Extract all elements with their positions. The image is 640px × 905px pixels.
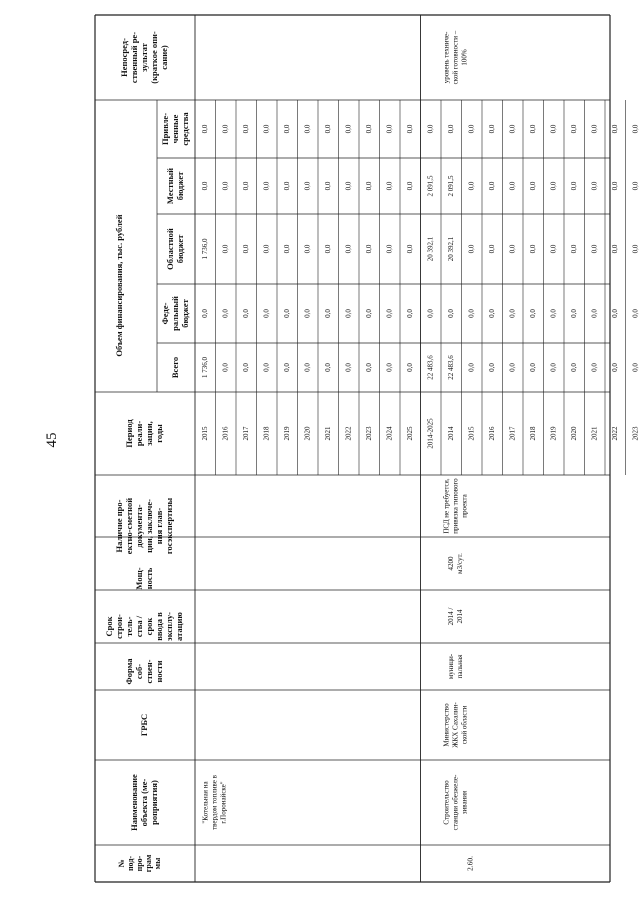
year-cell: 2023 <box>631 426 640 441</box>
value-cell: 0,0 <box>221 124 230 134</box>
value-cell: 0,0 <box>221 244 230 254</box>
header-result: Непосред- <box>118 38 129 77</box>
value-cell: 0,0 <box>405 309 414 318</box>
value-cell: 0,0 <box>241 363 250 372</box>
value-cell: 0,0 <box>323 124 332 134</box>
value-cell: 22 483,6 <box>426 355 435 380</box>
block2-name: зивания <box>460 790 469 815</box>
header-result: сание) <box>158 45 169 70</box>
header-psd: документа- <box>133 504 144 548</box>
block1-name: твердом топливе в <box>210 775 219 830</box>
header-num: мы <box>152 857 162 870</box>
value-cell: 0,0 <box>446 124 455 134</box>
year-cell: 2018 <box>528 426 537 441</box>
value-cell: 0,0 <box>549 124 558 134</box>
header-name: Наименование <box>128 774 139 831</box>
year-cell: 2014-2025 <box>426 418 435 449</box>
year-cell: 2025 <box>405 426 414 441</box>
value-cell: 0,0 <box>569 181 578 191</box>
value-cell: 0,0 <box>569 309 578 318</box>
year-cell: 2018 <box>262 426 271 441</box>
value-cell: 0,0 <box>549 181 558 191</box>
value-cell: 0,0 <box>221 309 230 318</box>
year-cell: 2022 <box>610 426 619 441</box>
value-cell: 0,0 <box>549 309 558 318</box>
header-total: Всего <box>169 356 180 379</box>
value-cell: 0,0 <box>405 244 414 254</box>
value-cell: 0,0 <box>344 309 353 318</box>
value-cell: 0,0 <box>385 124 394 134</box>
header-psd: ния глав- <box>153 507 164 545</box>
value-cell: 0,0 <box>303 309 312 318</box>
value-cell: 0,0 <box>590 181 599 191</box>
block2-grbs: Министерство <box>442 703 451 747</box>
year-cell: 2021 <box>323 426 332 441</box>
value-cell: 0,0 <box>221 181 230 191</box>
value-cell: 0,0 <box>467 363 476 372</box>
block2-term: 2014 <box>456 609 465 624</box>
block2-number: 2.60. <box>465 856 475 871</box>
value-cell: 2 091,5 <box>446 175 455 197</box>
value-cell: 0,0 <box>590 124 599 134</box>
value-cell: 0,0 <box>282 309 291 318</box>
header-term: ввода в <box>153 612 164 641</box>
year-cell: 2023 <box>364 426 373 441</box>
value-cell: 0,0 <box>282 244 291 254</box>
header-power: Мощ- <box>133 567 144 590</box>
value-cell: 0,0 <box>467 244 476 254</box>
value-cell: 0,0 <box>200 124 209 134</box>
block1-name: "Котельная на <box>201 781 210 824</box>
header-federal: Феде- <box>159 302 170 325</box>
header-federal: бюджет <box>179 299 190 328</box>
value-cell: 0,0 <box>303 244 312 254</box>
header-period: реали- <box>133 420 144 447</box>
block2-term: 2014 / <box>447 607 456 626</box>
value-cell: 0,0 <box>385 181 394 191</box>
value-cell: 0,0 <box>262 124 271 134</box>
header-term: срок <box>143 617 154 636</box>
year-cell: 2019 <box>282 426 291 441</box>
block2-psd: ПСД не требуется, <box>442 478 451 534</box>
value-cell: 0,0 <box>569 244 578 254</box>
header-attracted: средства <box>179 112 190 146</box>
value-cell: 0,0 <box>528 244 537 254</box>
value-cell: 0,0 <box>528 309 537 318</box>
header-term: строи- <box>113 614 124 639</box>
value-cell: 0,0 <box>631 181 640 191</box>
header-result: зультат <box>138 43 149 72</box>
year-cell: 2016 <box>487 426 496 441</box>
header-form: Форма <box>123 658 134 685</box>
header-term: ства / <box>133 615 144 638</box>
value-cell: 0,0 <box>200 309 209 318</box>
value-cell: 20 392,1 <box>426 236 435 262</box>
year-cell: 2015 <box>467 426 476 441</box>
value-cell: 0,0 <box>467 124 476 134</box>
value-cell: 0,0 <box>508 244 517 254</box>
value-cell: 0,0 <box>282 181 291 191</box>
value-cell: 0,0 <box>364 363 373 372</box>
header-funding-group: Объем финансирования, тыс. рублей <box>113 214 124 357</box>
value-cell: 0,0 <box>262 244 271 254</box>
value-cell: 0,0 <box>262 309 271 318</box>
value-cell: 1 736,0 <box>200 357 209 378</box>
block2-grbs: ЖКХ Сахалин- <box>451 702 460 748</box>
value-cell: 0,0 <box>528 181 537 191</box>
year-cell: 2017 <box>241 426 250 441</box>
value-cell: 0,0 <box>528 363 537 372</box>
value-cell: 0,0 <box>487 363 496 372</box>
year-cell: 2016 <box>221 426 230 441</box>
header-federal: ральный <box>169 296 180 331</box>
value-cell: 0,0 <box>549 363 558 372</box>
header-psd: Наличие про- <box>113 499 124 553</box>
year-cell: 2021 <box>590 426 599 441</box>
value-cell: 0,0 <box>323 363 332 372</box>
header-period: Период <box>123 419 134 448</box>
value-cell: 0,0 <box>282 363 291 372</box>
block2-result: 100% <box>460 49 469 66</box>
header-form: ности <box>153 660 164 683</box>
year-cell: 2020 <box>303 426 312 441</box>
value-cell: 0,0 <box>262 363 271 372</box>
value-cell: 0,0 <box>426 309 435 318</box>
value-cell: 0,0 <box>323 309 332 318</box>
block2-result: уровень техниче- <box>442 31 451 84</box>
year-cell: 2022 <box>344 426 353 441</box>
header-regional: Областной <box>164 228 175 270</box>
value-cell: 0,0 <box>508 309 517 318</box>
block2-psd: привязка типового <box>451 478 460 534</box>
value-cell: 0,0 <box>426 124 435 134</box>
value-cell: 0,0 <box>241 181 250 191</box>
value-cell: 0,0 <box>487 309 496 318</box>
block2-form: муници- <box>447 653 456 680</box>
value-cell: 0,0 <box>385 244 394 254</box>
header-form: ствен- <box>143 659 154 684</box>
value-cell: 0,0 <box>631 124 640 134</box>
header-psd: ектно-сметной <box>123 497 134 555</box>
block2-form: пальная <box>456 654 465 679</box>
header-name: объекта (ме- <box>138 778 149 827</box>
header-num: грам <box>143 854 153 873</box>
value-cell: 0,0 <box>631 309 640 318</box>
year-cell: 2015 <box>200 426 209 441</box>
value-cell: 0,0 <box>467 309 476 318</box>
header-period: зации, <box>143 421 154 446</box>
value-cell: 0,0 <box>610 124 619 134</box>
value-cell: 0,0 <box>282 124 291 134</box>
value-cell: 0,0 <box>508 124 517 134</box>
header-term: тель- <box>123 616 134 637</box>
value-cell: 0,0 <box>590 244 599 254</box>
value-cell: 0,0 <box>610 363 619 372</box>
header-period: годы <box>153 424 164 443</box>
value-cell: 0,0 <box>303 363 312 372</box>
value-cell: 0,0 <box>487 244 496 254</box>
value-cell: 0,0 <box>241 244 250 254</box>
header-attracted: Привле- <box>159 112 170 146</box>
value-cell: 0,0 <box>303 124 312 134</box>
value-cell: 0,0 <box>405 363 414 372</box>
value-cell: 0,0 <box>344 244 353 254</box>
value-cell: 0,0 <box>221 363 230 372</box>
value-cell: 0,0 <box>344 124 353 134</box>
value-cell: 0,0 <box>569 363 578 372</box>
header-result: ственный ре- <box>128 31 139 84</box>
header-local: Местный <box>164 167 175 205</box>
year-cell: 2014 <box>446 426 455 441</box>
block2-result: ской готовности – <box>451 30 460 85</box>
value-cell: 0,0 <box>323 181 332 191</box>
value-cell: 0,0 <box>323 244 332 254</box>
value-cell: 0,0 <box>405 181 414 191</box>
year-cell: 2019 <box>549 426 558 441</box>
value-cell: 0,0 <box>631 244 640 254</box>
block2-name: станции обезжеле- <box>451 774 460 831</box>
header-psd: госэкспертизы <box>163 497 174 555</box>
value-cell: 0,0 <box>610 181 619 191</box>
value-cell: 0,0 <box>590 363 599 372</box>
header-num: № <box>116 859 126 868</box>
header-num: про- <box>134 855 144 872</box>
value-cell: 0,0 <box>405 124 414 134</box>
value-cell: 1 736,0 <box>200 238 209 260</box>
value-cell: 0,0 <box>467 181 476 191</box>
value-cell: 0,0 <box>508 363 517 372</box>
header-name: роприятия) <box>148 780 159 825</box>
value-cell: 0,0 <box>610 244 619 254</box>
value-cell: 0,0 <box>385 309 394 318</box>
value-cell: 0,0 <box>241 309 250 318</box>
header-term: эксплу- <box>163 612 174 641</box>
value-cell: 0,0 <box>528 124 537 134</box>
value-cell: 0,0 <box>487 124 496 134</box>
header-local: бюджет <box>174 171 185 201</box>
value-cell: 0,0 <box>241 124 250 134</box>
value-cell: 0,0 <box>364 181 373 191</box>
header-result: (краткое опи- <box>148 31 159 84</box>
block2-power: 4200 <box>447 556 456 571</box>
page-number: 45 <box>44 432 60 448</box>
year-cell: 2017 <box>508 426 517 441</box>
value-cell: 0,0 <box>303 181 312 191</box>
year-cell: 2020 <box>569 426 578 441</box>
header-term: атацию <box>173 612 184 641</box>
value-cell: 20 392,1 <box>446 236 455 262</box>
value-cell: 0,0 <box>364 244 373 254</box>
header-grbs: ГРБС <box>138 713 149 737</box>
block2-name: Строительство <box>442 780 451 825</box>
block2-power: м3/сут. <box>456 553 465 574</box>
header-num: под- <box>125 855 135 872</box>
header-regional: бюджет <box>174 234 185 264</box>
header-form: соб- <box>133 663 144 680</box>
value-cell: 0,0 <box>344 363 353 372</box>
value-cell: 0,0 <box>549 244 558 254</box>
header-term: Срок <box>103 616 114 637</box>
value-cell: 0,0 <box>385 363 394 372</box>
block2-psd: проекта <box>460 494 469 518</box>
header-attracted: ченные <box>169 114 180 144</box>
value-cell: 0,0 <box>590 309 599 318</box>
year-cell: 2024 <box>385 426 394 441</box>
value-cell: 22 483,6 <box>446 355 455 380</box>
value-cell: 0,0 <box>446 309 455 318</box>
value-cell: 0,0 <box>610 309 619 318</box>
header-psd: ции, заключе- <box>143 499 154 553</box>
value-cell: 0,0 <box>569 124 578 134</box>
value-cell: 2 091,5 <box>426 175 435 197</box>
value-cell: 0,0 <box>631 363 640 372</box>
value-cell: 0,0 <box>200 181 209 191</box>
block2-grbs: ской области <box>460 705 469 745</box>
value-cell: 0,0 <box>364 124 373 134</box>
value-cell: 0,0 <box>487 181 496 191</box>
value-cell: 0,0 <box>262 181 271 191</box>
value-cell: 0,0 <box>508 181 517 191</box>
header-power: ность <box>143 567 154 590</box>
value-cell: 0,0 <box>364 309 373 318</box>
value-cell: 0,0 <box>344 181 353 191</box>
block1-name: г.Поронайске" <box>219 781 228 824</box>
